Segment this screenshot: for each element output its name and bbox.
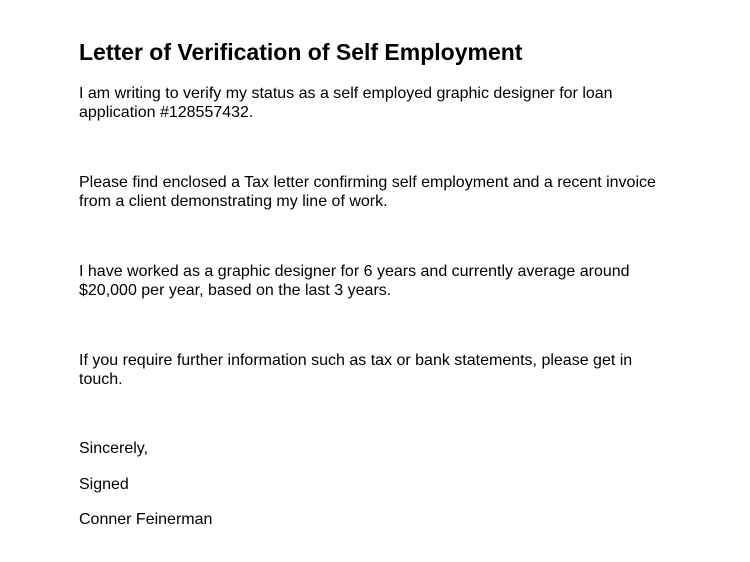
- paragraph-verification: [79, 84, 699, 122]
- paragraph-line: I am writing to verify my status as a self employed graphic designer for loan: [79, 85, 613, 102]
- paragraph-line: touch.: [79, 371, 123, 388]
- closing-text: Sincerely,: [79, 440, 149, 457]
- paragraph-line: Please find enclosed a Tax letter confirming self employment and a recent invoice: [79, 174, 656, 191]
- paragraph-enclosures: [79, 173, 699, 211]
- paragraph-line: from a client demonstrating my line of work.: [79, 193, 388, 210]
- paragraph-line: If you require further information such as tax or bank statements, please get in: [79, 352, 633, 369]
- letter-title: Letter of Verification of Self Employment: [79, 39, 523, 65]
- signed-text: Signed: [79, 476, 129, 493]
- paragraph-line: I have worked as a graphic designer for 6 years and currently average around: [79, 263, 630, 280]
- paragraph-contact: [79, 351, 699, 389]
- paragraph-income: [79, 262, 699, 300]
- paragraph-line: $20,000 per year, based on the last 3 years.: [79, 282, 392, 299]
- paragraph-line: application #128557432.: [79, 104, 254, 121]
- signature-name: Conner Feinerman: [79, 511, 213, 528]
